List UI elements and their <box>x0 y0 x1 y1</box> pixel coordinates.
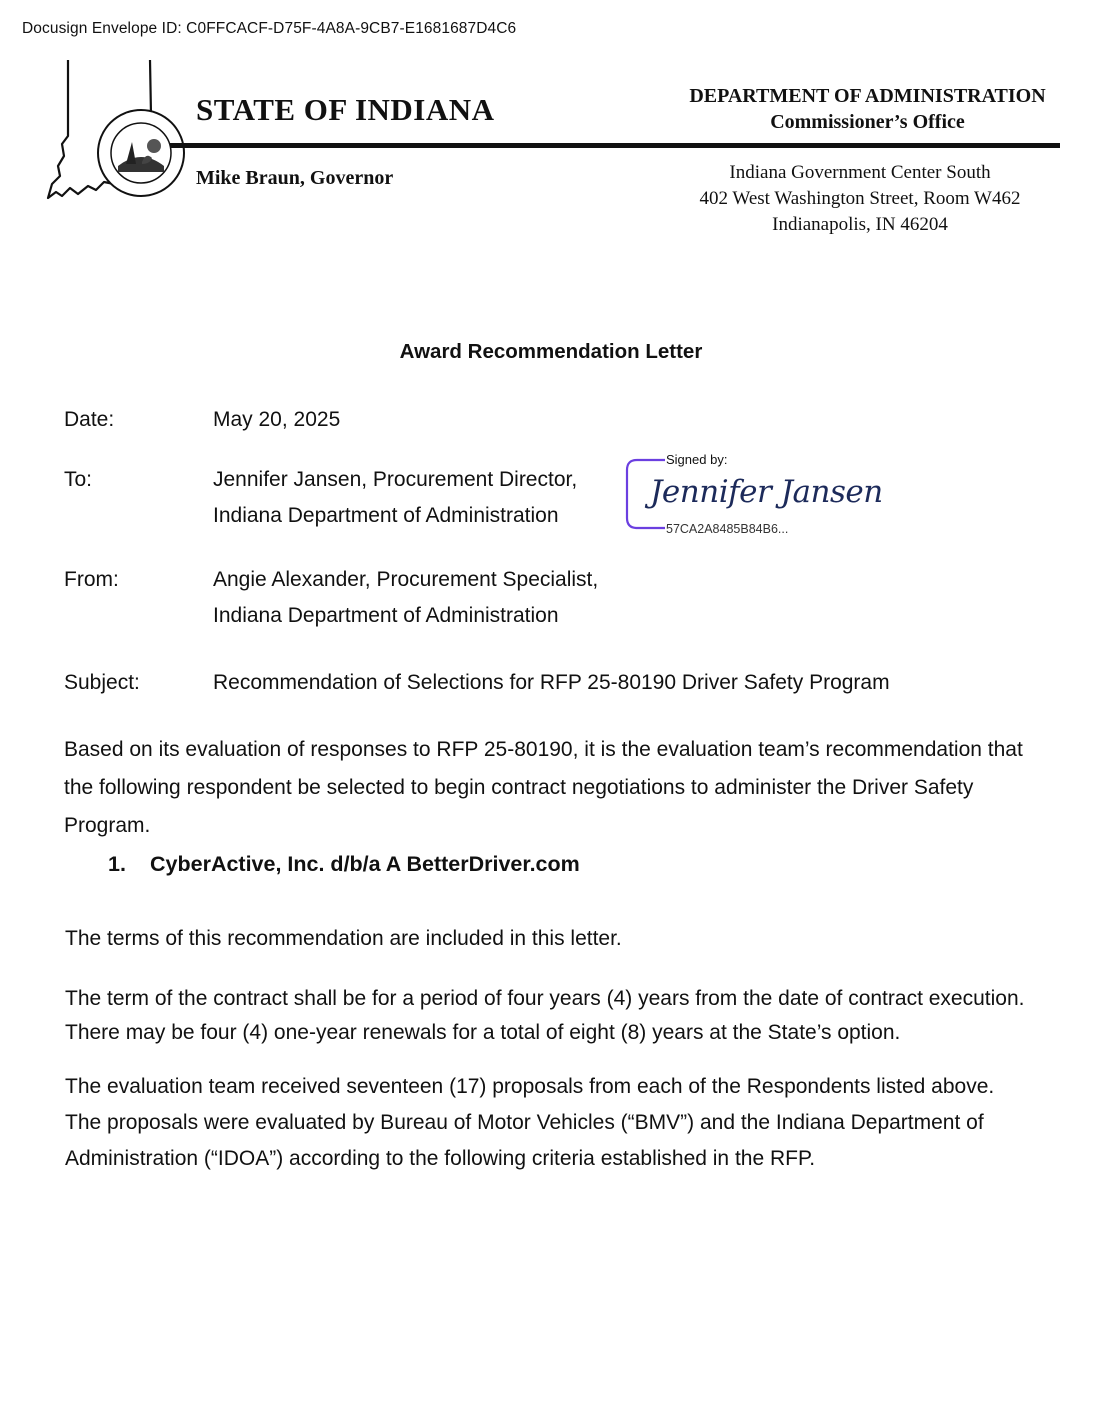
evaluation-paragraph <box>65 1069 1055 1177</box>
department-header <box>660 83 1075 135</box>
to-recipient <box>213 462 577 534</box>
date-label: Date: <box>64 408 115 431</box>
to-line: Indiana Department of Administration <box>213 504 559 527</box>
terms-paragraph: The terms of this recommendation are included in this letter. <box>65 927 622 950</box>
paragraph-line: The proposals were evaluated by Bureau of Motor Vehicles (“BMV”) and the Indiana Department of <box>65 1111 984 1134</box>
address-line: Indiana Government Center South <box>729 162 991 183</box>
to-label: To: <box>64 468 93 491</box>
from-line: Indiana Department of Administration <box>213 604 559 627</box>
department-address <box>660 160 1060 238</box>
governor-name: Mike Braun, Governor <box>196 167 394 189</box>
address-line: 402 West Washington Street, Room W462 <box>699 188 1021 209</box>
address-line: Indianapolis, IN 46204 <box>772 214 948 235</box>
contract-term-paragraph <box>65 982 1055 1050</box>
from-sender <box>213 562 598 634</box>
state-seal-icon <box>96 108 186 198</box>
signature-hash: 57CA2A8485B84B6... <box>666 522 789 536</box>
from-label: From: <box>64 568 119 591</box>
paragraph-line: the following respondent be selected to begin contract negotiations to administer the Driver Safety Program. <box>64 776 974 837</box>
letter-title: Award Recommendation Letter <box>399 340 703 363</box>
intro-paragraph <box>64 731 1054 845</box>
docusign-envelope-id: Docusign Envelope ID: C0FFCACF-D75F-4A8A-9CB7-E1681687D4C6 <box>22 20 517 37</box>
signature-name: Jennifer Jansen <box>650 474 883 510</box>
respondent-number: 1. <box>108 852 126 876</box>
respondent-name: CyberActive, Inc. d/b/a A BetterDriver.com <box>150 852 580 876</box>
state-title: STATE OF INDIANA <box>196 92 495 127</box>
office-name: Commissioner’s Office <box>770 111 965 133</box>
subject-label: Subject: <box>64 671 140 694</box>
to-line: Jennifer Jansen, Procurement Director, <box>213 468 578 491</box>
paragraph-line: Based on its evaluation of responses to RFP 25-80190, it is the evaluation team’s recommendation that <box>64 738 1023 761</box>
from-line: Angie Alexander, Procurement Specialist, <box>213 568 599 591</box>
signed-by-label: Signed by: <box>666 452 728 467</box>
department-name: DEPARTMENT OF ADMINISTRATION <box>689 85 1046 107</box>
date-value: May 20, 2025 <box>213 408 341 431</box>
paragraph-line: There may be four (4) one-year renewals for a total of eight (8) years at the State’s option. <box>65 1021 901 1044</box>
respondent-item <box>108 846 580 882</box>
paragraph-line: The evaluation team received seventeen (17) proposals from each of the Respondents listed above. <box>65 1075 995 1098</box>
subject-value: Recommendation of Selections for RFP 25-80190 Driver Safety Program <box>213 671 890 694</box>
paragraph-line: The term of the contract shall be for a period of four years (4) years from the date of contract execution. <box>65 987 1025 1010</box>
paragraph-line: Administration (“IDOA”) according to the following criteria established in the RFP. <box>65 1147 816 1170</box>
header-rule <box>170 143 1060 148</box>
